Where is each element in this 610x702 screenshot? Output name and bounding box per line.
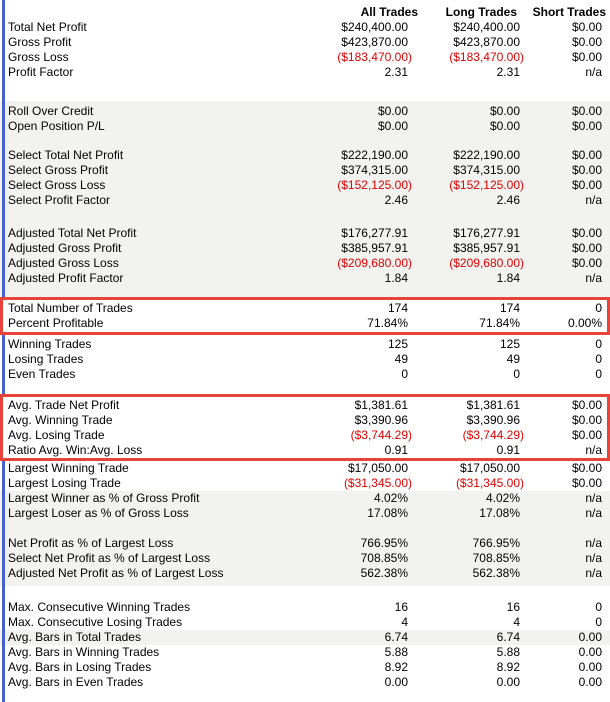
cell-short-trades: $0.00 [571,476,602,490]
row-label: Adjusted Gross Profit [8,241,122,255]
report-section [3,301,607,331]
cell-short-trades: $0.00 [571,226,602,240]
report-section [0,536,610,581]
cell-all-trades: 17.08% [367,506,408,520]
cell-all-trades: $176,277.91 [341,226,408,240]
row-label: Avg. Bars in Winning Trades [8,645,160,659]
cell-all-trades: 2.46 [384,193,408,207]
cell-short-trades: $0.00 [571,461,602,475]
table-row [0,119,610,134]
column-header-row [0,0,610,20]
cell-short-trades: 0.00 [578,645,602,659]
cell-short-trades: 0 [595,352,602,366]
table-row [0,271,610,286]
cell-long-trades: 174 [499,301,520,315]
table-row [3,413,607,428]
cell-long-trades: $3,390.96 [466,413,520,427]
report-section [3,398,607,458]
table-row [0,226,610,241]
cell-all-trades: 708.85% [360,551,408,565]
cell-long-trades: 1.84 [496,271,520,285]
row-label: Profit Factor [8,65,74,79]
performance-report-table [0,20,610,690]
cell-short-trades: 0 [595,600,602,614]
row-label: Adjusted Profit Factor [8,271,124,285]
row-label: Largest Winner as % of Gross Profit [8,491,200,505]
table-row [3,443,607,458]
cell-short-trades: $0.00 [571,50,602,64]
cell-short-trades: $0.00 [571,413,602,427]
cell-long-trades: 766.95% [472,536,520,550]
cell-all-trades: 562.38% [360,566,408,580]
cell-short-trades: $0.00 [571,428,602,442]
red-annotation-box [0,297,610,335]
cell-short-trades: n/a [585,566,602,580]
cell-long-trades: $1,381.61 [466,398,520,412]
cell-all-trades: $374,315.00 [341,163,408,177]
row-label: Max. Consecutive Losing Trades [8,615,183,629]
cell-long-trades: 0.91 [496,443,520,457]
cell-short-trades: 0.00 [578,630,602,644]
cell-long-trades: ($3,744.29) [462,428,524,442]
cell-all-trades: ($183,470.00) [337,50,412,64]
cell-long-trades: $385,957.91 [453,241,520,255]
cell-long-trades: 4 [513,615,520,629]
cell-long-trades: 4.02% [485,491,520,505]
table-row [0,551,610,566]
row-label: Adjusted Net Profit as % of Largest Loss [8,566,224,580]
cell-long-trades: $0.00 [489,104,520,118]
cell-short-trades: n/a [585,271,602,285]
cell-all-trades: 174 [387,301,408,315]
row-label: Winning Trades [8,337,92,351]
row-label: Open Position P/L [8,119,105,133]
table-row [0,241,610,256]
table-row [0,193,610,208]
cell-long-trades: ($31,345.00) [455,476,524,490]
row-label: Select Gross Profit [8,163,109,177]
table-row [0,148,610,163]
row-label: Select Total Net Profit [8,148,124,162]
cell-long-trades: $374,315.00 [453,163,520,177]
row-label: Gross Profit [8,35,72,49]
cell-short-trades: $0.00 [571,119,602,133]
cell-short-trades: n/a [585,193,602,207]
cell-long-trades: ($183,470.00) [449,50,524,64]
row-label: Largest Winning Trade [8,461,129,475]
cell-all-trades: 8.92 [384,660,408,674]
cell-long-trades: $222,190.00 [453,148,520,162]
cell-long-trades: $423,870.00 [453,35,520,49]
cell-all-trades: 1.84 [384,271,408,285]
cell-short-trades: $0.00 [571,148,602,162]
row-label: Select Net Profit as % of Largest Loss [8,551,211,565]
table-row [0,630,610,645]
table-row [0,35,610,50]
cell-short-trades: $0.00 [571,241,602,255]
cell-all-trades: $17,050.00 [347,461,408,475]
cell-short-trades: n/a [585,491,602,505]
cell-short-trades: $0.00 [571,178,602,192]
table-row [0,645,610,660]
cell-short-trades: $0.00 [571,256,602,270]
cell-all-trades: 0 [401,367,408,381]
cell-all-trades: $222,190.00 [341,148,408,162]
cell-long-trades: 49 [506,352,520,366]
cell-short-trades: $0.00 [571,398,602,412]
report-section [0,491,610,521]
cell-all-trades: ($31,345.00) [343,476,412,490]
cell-short-trades: 0 [595,615,602,629]
row-label: Avg. Bars in Even Trades [8,675,144,689]
table-row [0,660,610,675]
row-label: Select Profit Factor [8,193,111,207]
report-row-group [0,630,610,645]
cell-all-trades: 4.02% [373,491,408,505]
cell-short-trades: 0 [595,301,602,315]
column-header-long-trades: Long Trades [445,5,517,19]
report-row-group [0,491,610,586]
table-row [3,428,607,443]
cell-short-trades: n/a [585,443,602,457]
report-section [0,104,610,134]
cell-long-trades: 71.84% [479,316,520,330]
cell-short-trades: 0.00 [578,675,602,689]
cell-all-trades: $0.00 [377,119,408,133]
table-row [0,675,610,690]
cell-all-trades: ($152,125.00) [337,178,412,192]
cell-all-trades: 766.95% [360,536,408,550]
cell-all-trades: 125 [387,337,408,351]
cell-long-trades: ($152,125.00) [449,178,524,192]
cell-all-trades: ($209,680.00) [337,256,412,270]
cell-long-trades: 2.31 [496,65,520,79]
cell-short-trades: $0.00 [571,104,602,118]
table-row [0,65,610,80]
report-section [0,148,610,208]
table-row [3,301,607,316]
row-label: Largest Loser as % of Gross Loss [8,506,189,520]
cell-short-trades: n/a [585,65,602,79]
cell-short-trades: 0 [595,337,602,351]
table-row [0,352,610,367]
cell-long-trades: $0.00 [489,119,520,133]
column-header-all-trades: All Trades [360,5,418,19]
cell-long-trades: ($209,680.00) [449,256,524,270]
report-row-group [0,645,610,690]
cell-short-trades: n/a [585,536,602,550]
cell-all-trades: 6.74 [384,630,408,644]
table-row [0,506,610,521]
report-section [0,461,610,491]
table-row [0,461,610,476]
report-section [0,645,610,690]
cell-long-trades: $17,050.00 [459,461,520,475]
table-row [0,256,610,271]
cell-long-trades: 8.92 [496,660,520,674]
cell-all-trades: $240,400.00 [341,20,408,34]
cell-short-trades: n/a [585,506,602,520]
cell-long-trades: 708.85% [472,551,520,565]
row-label: Avg. Trade Net Profit [8,398,120,412]
row-label-header-spacer [8,5,280,20]
table-row [0,536,610,551]
cell-all-trades: $0.00 [377,104,408,118]
row-label: Ratio Avg. Win:Avg. Loss [8,443,143,457]
report-row-group [0,101,610,297]
cell-long-trades: $176,277.91 [453,226,520,240]
table-row [0,337,610,352]
row-label: Adjusted Total Net Profit [8,226,137,240]
report-row-group [0,335,610,394]
report-row-group [0,586,610,630]
cell-short-trades: n/a [585,551,602,565]
cell-all-trades: 16 [394,600,408,614]
cell-long-trades: $240,400.00 [453,20,520,34]
table-row [0,600,610,615]
report-row-group [0,20,610,80]
cell-long-trades: 5.88 [496,645,520,659]
cell-long-trades: 0 [513,367,520,381]
row-label: Avg. Bars in Total Trades [8,630,141,644]
cell-short-trades: $0.00 [571,20,602,34]
table-row [0,163,610,178]
table-row [0,50,610,65]
table-row [0,476,610,491]
table-row [0,491,610,506]
row-label: Roll Over Credit [8,104,94,118]
row-label: Avg. Winning Trade [8,413,113,427]
row-label: Avg. Losing Trade [8,428,105,442]
cell-short-trades: 0.00 [578,660,602,674]
cell-all-trades: 0.91 [384,443,408,457]
row-label: Adjusted Gross Loss [8,256,119,270]
cell-short-trades: $0.00 [571,35,602,49]
cell-long-trades: 125 [499,337,520,351]
report-section [0,20,610,80]
table-row [0,178,610,193]
row-label: Avg. Bars in Losing Trades [8,660,152,674]
cell-long-trades: 2.46 [496,193,520,207]
table-row [0,367,610,382]
cell-long-trades: 17.08% [479,506,520,520]
cell-all-trades: $3,390.96 [354,413,408,427]
cell-long-trades: 562.38% [472,566,520,580]
cell-all-trades: $423,870.00 [341,35,408,49]
column-header-short-trades: Short Trades [532,5,606,19]
panel-left-accent-border [2,0,5,702]
row-label: Max. Consecutive Winning Trades [8,600,191,614]
row-label: Select Gross Loss [8,178,106,192]
row-label: Total Net Profit [8,20,87,34]
report-section [0,337,610,382]
row-label: Gross Loss [8,50,69,64]
table-row [3,316,607,331]
cell-long-trades: 0.00 [496,675,520,689]
row-label: Even Trades [8,367,76,381]
cell-all-trades: 5.88 [384,645,408,659]
row-label: Total Number of Trades [8,301,133,315]
cell-all-trades: 71.84% [367,316,408,330]
cell-short-trades: 0 [595,367,602,381]
row-label: Losing Trades [8,352,84,366]
cell-all-trades: ($3,744.29) [350,428,412,442]
report-section [0,226,610,286]
cell-short-trades: 0.00% [567,316,602,330]
red-annotation-box [0,394,610,461]
table-row [0,566,610,581]
table-row [0,615,610,630]
report-section [0,630,610,645]
cell-all-trades: $1,381.61 [354,398,408,412]
report-row-group [0,461,610,491]
table-row [3,398,607,413]
cell-all-trades: 4 [401,615,408,629]
table-row [0,20,610,35]
table-row [0,104,610,119]
cell-long-trades: 16 [506,600,520,614]
cell-all-trades: $385,957.91 [341,241,408,255]
cell-all-trades: 49 [394,352,408,366]
row-label: Largest Losing Trade [8,476,121,490]
report-section [0,600,610,630]
cell-all-trades: 2.31 [384,65,408,79]
row-label: Percent Profitable [8,316,104,330]
cell-all-trades: 0.00 [384,675,408,689]
cell-long-trades: 6.74 [496,630,520,644]
cell-short-trades: $0.00 [571,163,602,177]
row-label: Net Profit as % of Largest Loss [8,536,174,550]
